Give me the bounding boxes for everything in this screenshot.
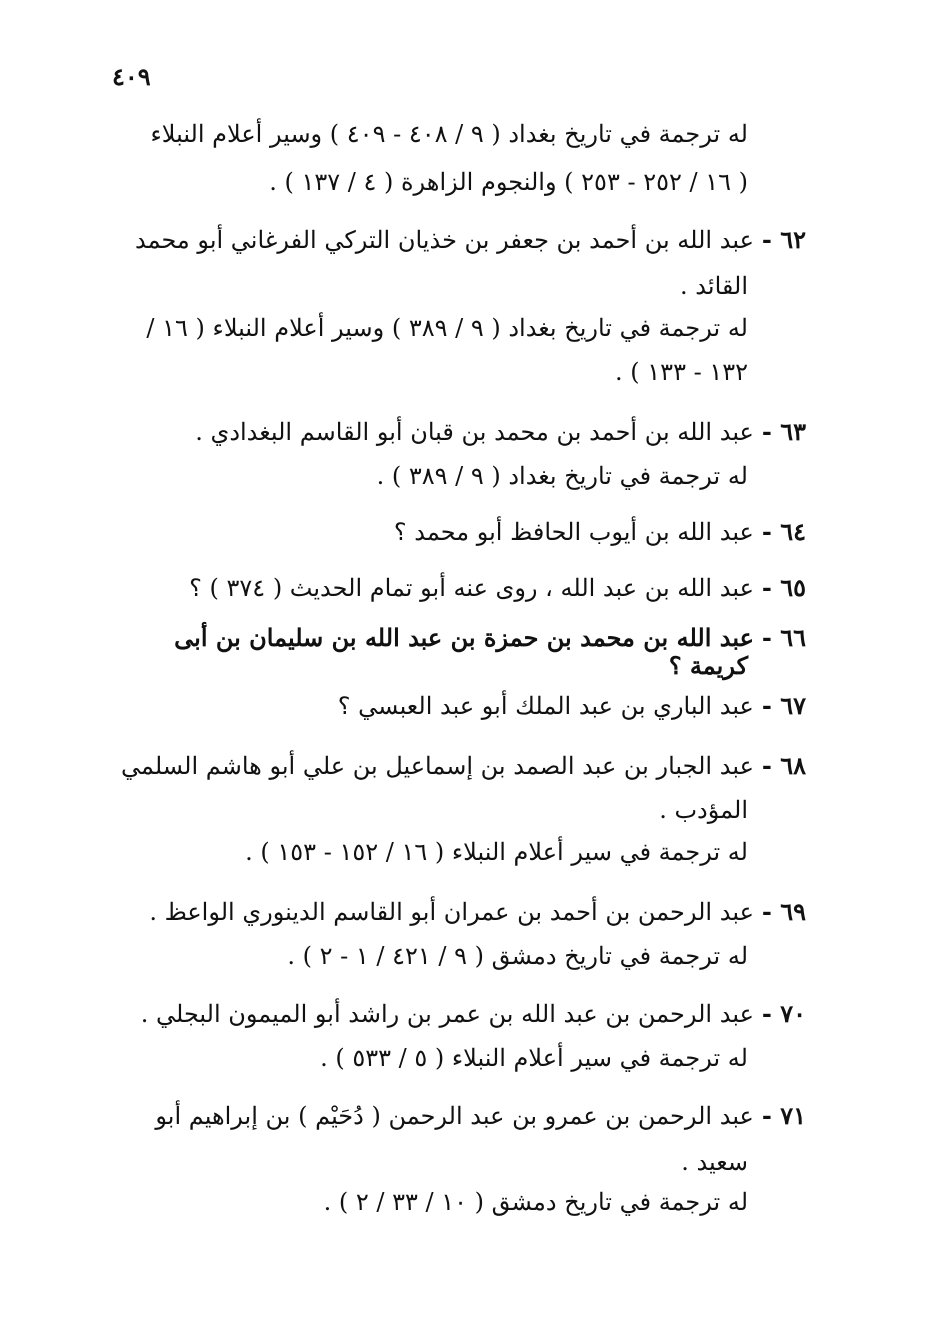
entry-68-name — [121, 750, 806, 782]
entry-62-ref-2: ١٣٢ - ١٣٣ ) . — [615, 358, 748, 386]
entry-name: عبد الله بن أيوب الحافظ أبو محمد ؟ — [393, 518, 754, 546]
entry-71-name-cont: سعيد . — [681, 1148, 748, 1176]
entry-number: ٦٤ - — [761, 517, 806, 546]
entry-name: عبد الله بن أحمد بن جعفر بن خذيان التركي الفرغاني أبو محمد — [134, 226, 754, 254]
entry-66-name-cont: كريمة ؟ — [668, 651, 748, 680]
entry-number: ٦٢ - — [761, 225, 806, 254]
entry-number: ٦٥ - — [761, 573, 806, 602]
entry-62-name — [135, 224, 806, 256]
entry-name: عبد الجبار بن عبد الصمد بن إسماعيل بن علي أبو هاشم السلمي — [120, 752, 754, 780]
intro-line-1: له ترجمة في تاريخ بغداد ( ٩ / ٤٠٨ - ٤٠٩ ) وسير أعلام النبلاء — [150, 120, 748, 148]
entry-number: ٦٧ - — [761, 691, 806, 720]
entry-name: عبد الله بن أحمد بن محمد بن قبان أبو القاسم البغدادي . — [195, 418, 754, 446]
entry-name: عبد الرحمن بن عمرو بن عبد الرحمن ( دُحَيْم ) بن إبراهيم أبو — [155, 1102, 754, 1130]
entry-69-ref-1: له ترجمة في تاريخ دمشق ( ٩ / ٤٢١ / ١ - ٢ ) . — [287, 942, 748, 970]
intro-line-2: ( ١٦ / ٢٥٢ - ٢٥٣ ) والنجوم الزاهرة ( ٤ / ١٣٧ ) . — [269, 168, 748, 196]
entry-name: عبد الله بن عبد الله ، روى عنه أبو تمام الحديث ( ٣٧٤ ) ؟ — [189, 574, 754, 602]
entry-71-ref-1: له ترجمة في تاريخ دمشق ( ١٠ / ٣٣ / ٢ ) . — [323, 1188, 748, 1216]
entry-name: عبد الباري بن عبد الملك أبو عبد العبسي ؟ — [337, 692, 754, 720]
entry-70-ref-1: له ترجمة في سير أعلام النبلاء ( ٥ / ٥٣٣ ) . — [320, 1044, 748, 1072]
page-number: ٤٠٩ — [112, 62, 151, 91]
entry-62-name-cont: القائد . — [680, 272, 748, 300]
entry-number: ٦٦ - — [761, 623, 806, 652]
entry-number: ٧١ - — [761, 1101, 806, 1130]
entry-name: عبد الرحمن بن عبد الله بن عمر بن راشد أبو الميمون البجلي . — [140, 1000, 754, 1028]
entry-71-name — [155, 1100, 806, 1132]
entry-70-name — [141, 998, 806, 1030]
entry-64-name — [394, 516, 806, 548]
entry-63-name — [195, 416, 806, 448]
entry-62-ref-1: له ترجمة في تاريخ بغداد ( ٩ / ٣٨٩ ) وسير أعلام النبلاء ( ١٦ / — [146, 314, 748, 342]
entry-63-ref-1: له ترجمة في تاريخ بغداد ( ٩ / ٣٨٩ ) . — [376, 462, 748, 490]
entry-65-name — [189, 572, 806, 604]
entry-number: ٦٩ - — [761, 897, 806, 926]
entry-number: ٦٨ - — [761, 751, 806, 780]
entry-name: عبد الرحمن بن أحمد بن عمران أبو القاسم الدينوري الواعظ . — [149, 898, 754, 926]
entry-69-name — [149, 896, 806, 928]
entry-68-ref-1: له ترجمة في سير أعلام النبلاء ( ١٦ / ١٥٢ - ١٥٣ ) . — [245, 838, 748, 866]
entry-number: ٧٠ - — [761, 999, 806, 1028]
entry-67-name — [338, 690, 806, 722]
entry-number: ٦٣ - — [761, 417, 806, 446]
entry-name: عبد الله بن محمد بن حمزة بن عبد الله بن سليمان بن أبى — [174, 623, 754, 652]
entry-68-name-cont: المؤدب . — [659, 796, 748, 824]
